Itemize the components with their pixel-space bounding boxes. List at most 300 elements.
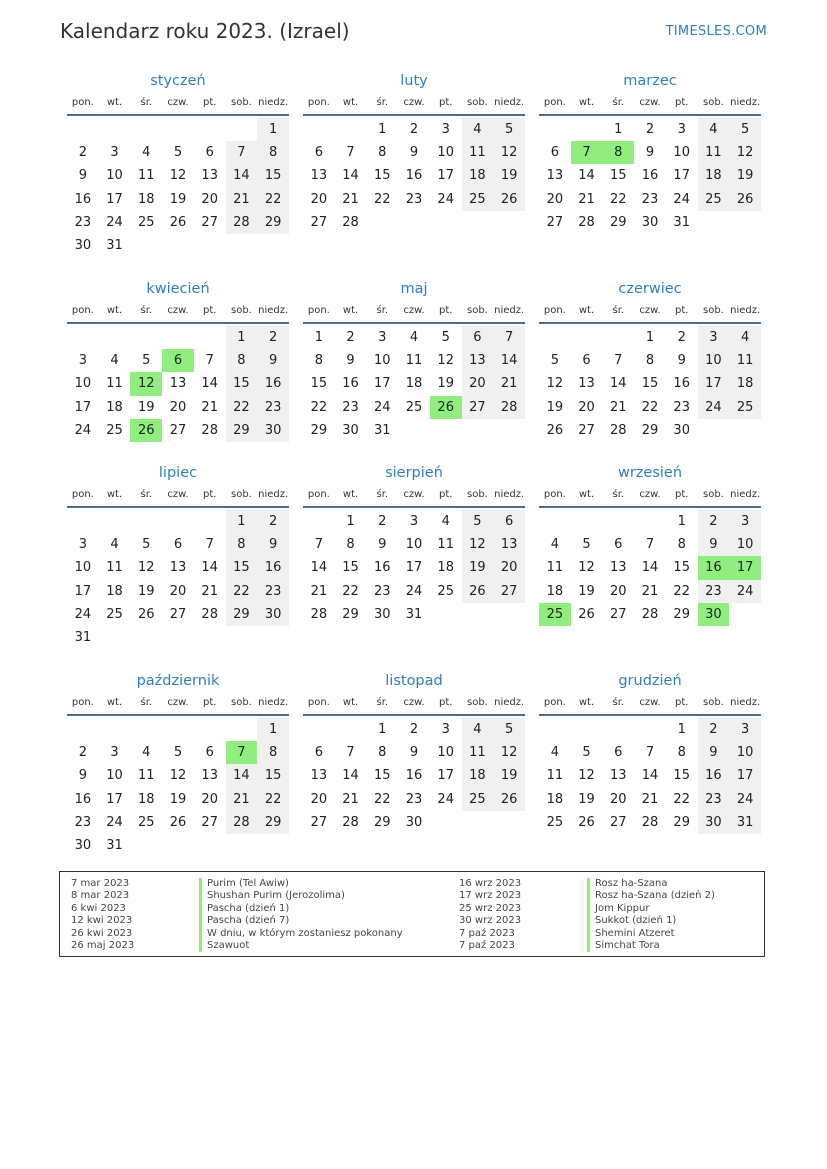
- day-cell: 9: [677, 353, 686, 369]
- day-cell: 26: [578, 606, 595, 622]
- day-cell: 12: [462, 533, 494, 556]
- day-cell: 13: [610, 560, 627, 576]
- weeks: [303, 118, 525, 234]
- day-cell: 9: [257, 349, 289, 372]
- holiday-date: 30 wrz 2023: [459, 915, 522, 927]
- day-cell: 4: [110, 537, 119, 553]
- weeks: [539, 510, 761, 626]
- day-cell: 25: [106, 606, 123, 622]
- day-cell: 5: [582, 745, 591, 761]
- day-cell: 27: [310, 214, 328, 230]
- week-row: [67, 533, 289, 556]
- weekday-header: [67, 692, 289, 716]
- day-cell: 29: [641, 422, 659, 438]
- holiday-name: Simchat Tora: [587, 940, 660, 952]
- day-cell: 13: [610, 768, 627, 784]
- day-cell: 15: [610, 168, 627, 184]
- day-cell: 21: [226, 788, 258, 811]
- day-cell: 14: [493, 349, 525, 372]
- empty-day-cell: [462, 811, 494, 834]
- empty-day-cell: [194, 718, 226, 741]
- empty-day-cell: [303, 510, 335, 533]
- day-cell: 28: [201, 606, 218, 622]
- weekday-header: [303, 692, 525, 716]
- weekday-label: niedz.: [258, 305, 289, 316]
- empty-day-cell: [602, 718, 634, 741]
- weekday-label: sob.: [702, 97, 724, 108]
- day-cell: 29: [226, 603, 258, 626]
- day-cell: 8: [346, 537, 355, 553]
- weekday-header: [303, 484, 525, 508]
- empty-day-cell: [194, 234, 226, 257]
- weekday-label: pt.: [674, 97, 689, 108]
- weekday-label: pt.: [202, 97, 217, 108]
- day-cell: 5: [729, 118, 761, 141]
- weekday-label: śr.: [612, 489, 625, 500]
- day-cell: 18: [138, 791, 155, 807]
- day-cell: 27: [610, 814, 627, 830]
- legend-entry: [459, 903, 715, 915]
- empty-day-cell: [303, 718, 335, 741]
- weekday-label: pon.: [543, 305, 566, 316]
- holiday-date: 25 wrz 2023: [459, 902, 522, 914]
- day-cell: 5: [550, 353, 559, 369]
- week-row: [539, 764, 761, 787]
- day-cell: 12: [138, 560, 155, 576]
- day-cell: 19: [578, 791, 595, 807]
- weeks: [67, 118, 289, 257]
- week-row: [67, 556, 289, 579]
- week-row: [67, 118, 289, 141]
- day-cell: 7: [226, 741, 258, 764]
- day-cell: 23: [374, 583, 391, 599]
- week-row: [303, 811, 525, 834]
- day-cell: 8: [677, 537, 686, 553]
- weekday-label: śr.: [376, 305, 389, 316]
- empty-day-cell: [462, 419, 494, 442]
- day-cell: 20: [310, 791, 328, 807]
- weekday-label: sob.: [230, 97, 252, 108]
- weekday-label: śr.: [612, 697, 625, 708]
- month-name: marzec: [623, 73, 677, 89]
- day-cell: 24: [106, 814, 123, 830]
- day-cell: 26: [169, 814, 187, 830]
- day-cell: 14: [201, 376, 218, 392]
- empty-day-cell: [571, 510, 603, 533]
- month-name: sierpień: [385, 465, 443, 481]
- day-cell: 11: [462, 741, 494, 764]
- weekday-label: pon.: [71, 489, 94, 500]
- day-cell: 5: [441, 330, 450, 345]
- day-cell: 3: [110, 745, 119, 761]
- empty-day-cell: [194, 626, 226, 649]
- day-cell: 29: [342, 606, 359, 622]
- day-cell: 25: [138, 814, 155, 830]
- day-cell: 5: [462, 510, 494, 533]
- empty-day-cell: [539, 326, 571, 349]
- day-cell: 25: [462, 188, 494, 211]
- day-cell: 15: [226, 556, 258, 579]
- weekday-label: czw.: [167, 697, 189, 708]
- day-cell: 26: [578, 814, 595, 830]
- week-row: [67, 211, 289, 234]
- legend-entry: [71, 940, 403, 952]
- month-name: luty: [400, 73, 428, 89]
- week-row: [539, 188, 761, 211]
- day-cell: 14: [610, 376, 627, 392]
- month-name: grudzień: [618, 673, 682, 689]
- day-cell: 29: [257, 211, 289, 234]
- day-cell: 7: [205, 353, 214, 369]
- day-cell: 1: [677, 722, 686, 737]
- day-cell: 11: [138, 168, 155, 184]
- day-cell: 15: [374, 768, 391, 784]
- day-cell: 16: [673, 376, 690, 392]
- weekday-label: śr.: [140, 97, 153, 108]
- empty-day-cell: [130, 326, 162, 349]
- week-row: [539, 419, 761, 442]
- empty-day-cell: [226, 234, 258, 257]
- day-cell: 22: [257, 788, 289, 811]
- week-row: [539, 349, 761, 372]
- day-cell: 25: [405, 399, 423, 415]
- week-row: [539, 326, 761, 349]
- weekday-label: niedz.: [258, 97, 289, 108]
- day-cell: 4: [409, 330, 419, 345]
- weekday-label: śr.: [612, 97, 625, 108]
- day-cell: 13: [546, 168, 564, 184]
- holiday-name: Sukkot (dzień 1): [587, 915, 676, 927]
- weekday-label: pon.: [71, 305, 94, 316]
- day-cell: 12: [546, 376, 564, 392]
- week-row: [67, 741, 289, 764]
- day-cell: 23: [405, 191, 423, 207]
- day-cell: 6: [550, 145, 559, 161]
- day-cell: 7: [205, 537, 214, 553]
- empty-day-cell: [67, 718, 99, 741]
- day-cell: 8: [677, 745, 686, 761]
- empty-day-cell: [257, 834, 289, 857]
- day-cell: 8: [378, 745, 387, 761]
- day-cell: 10: [405, 537, 423, 553]
- week-row: [67, 396, 289, 419]
- month-name: październik: [136, 673, 220, 689]
- empty-day-cell: [430, 603, 462, 626]
- holiday-name: Rosz ha-Szana (dzień 2): [587, 890, 715, 902]
- day-cell: 2: [677, 330, 686, 345]
- day-cell: 23: [342, 399, 359, 415]
- day-cell: 6: [162, 349, 194, 372]
- weekday-header: [303, 300, 525, 324]
- day-cell: 7: [645, 745, 655, 761]
- weekday-label: śr.: [612, 305, 625, 316]
- day-cell: 11: [106, 560, 123, 576]
- week-row: [539, 396, 761, 419]
- weekday-label: czw.: [639, 97, 661, 108]
- day-cell: 17: [729, 764, 761, 787]
- day-cell: 21: [641, 583, 659, 599]
- month-calendar: [67, 278, 289, 462]
- empty-day-cell: [130, 234, 162, 257]
- day-cell: 16: [641, 168, 659, 184]
- day-cell: 27: [169, 606, 187, 622]
- day-cell: 19: [493, 164, 525, 187]
- day-cell: 25: [462, 788, 494, 811]
- holiday-date: 17 wrz 2023: [459, 890, 522, 902]
- day-cell: 9: [409, 745, 419, 761]
- day-cell: 28: [493, 396, 525, 419]
- week-row: [67, 834, 289, 857]
- month-name: listopad: [385, 673, 443, 689]
- week-row: [539, 603, 761, 626]
- weeks: [303, 718, 525, 834]
- weekday-label: wt.: [106, 489, 123, 500]
- day-cell: 24: [437, 791, 454, 807]
- day-cell: 28: [310, 606, 328, 622]
- day-cell: 29: [673, 606, 690, 622]
- day-cell: 30: [673, 422, 690, 438]
- weekday-label: czw.: [167, 489, 189, 500]
- weekday-label: sob.: [466, 697, 488, 708]
- day-cell: 7: [346, 745, 355, 761]
- day-cell: 5: [142, 537, 151, 553]
- weekday-header: [67, 484, 289, 508]
- day-cell: 30: [257, 603, 289, 626]
- empty-day-cell: [729, 419, 761, 442]
- day-cell: 4: [441, 514, 450, 529]
- day-cell: 4: [462, 118, 494, 141]
- day-cell: 22: [342, 583, 359, 599]
- week-row: [539, 510, 761, 533]
- empty-day-cell: [539, 718, 571, 741]
- day-cell: 4: [142, 745, 151, 761]
- empty-day-cell: [335, 118, 367, 141]
- day-cell: 7: [493, 326, 525, 349]
- day-cell: 11: [546, 560, 564, 576]
- empty-day-cell: [493, 419, 525, 442]
- day-cell: 25: [698, 188, 730, 211]
- day-cell: 5: [493, 718, 525, 741]
- day-cell: 24: [729, 788, 761, 811]
- week-row: [539, 164, 761, 187]
- day-cell: 17: [698, 372, 730, 395]
- legend-entry: [71, 903, 403, 915]
- day-cell: 17: [437, 168, 454, 184]
- day-cell: 14: [641, 768, 659, 784]
- day-cell: 11: [546, 768, 564, 784]
- day-cell: 8: [602, 141, 634, 164]
- day-cell: 20: [201, 791, 218, 807]
- week-row: [303, 419, 525, 442]
- holiday-date: 16 wrz 2023: [459, 878, 522, 889]
- day-cell: 8: [226, 349, 258, 372]
- week-row: [303, 510, 525, 533]
- day-cell: 31: [673, 214, 690, 230]
- week-row: [67, 164, 289, 187]
- week-row: [303, 603, 525, 626]
- day-cell: 5: [493, 118, 525, 141]
- day-cell: 7: [614, 353, 623, 369]
- week-row: [303, 788, 525, 811]
- week-row: [303, 349, 525, 372]
- day-cell: 26: [130, 419, 162, 442]
- weekday-label: niedz.: [730, 305, 761, 316]
- day-cell: 14: [226, 764, 258, 787]
- holiday-name: Purim (Tel Awiw): [199, 878, 289, 890]
- day-cell: 20: [201, 191, 218, 207]
- day-cell: 11: [698, 141, 730, 164]
- day-cell: 10: [374, 353, 391, 369]
- weekday-label: czw.: [167, 305, 189, 316]
- day-cell: 1: [314, 330, 323, 345]
- week-row: [67, 234, 289, 257]
- day-cell: 10: [106, 768, 123, 784]
- day-cell: 9: [346, 353, 355, 369]
- weekday-label: wt.: [106, 305, 123, 316]
- legend-column-left: [71, 878, 403, 952]
- day-cell: 1: [378, 722, 387, 737]
- day-cell: 11: [437, 537, 454, 553]
- day-cell: 15: [342, 560, 359, 576]
- weekday-label: sob.: [466, 97, 488, 108]
- day-cell: 7: [571, 141, 603, 164]
- weekday-label: wt.: [342, 489, 359, 500]
- day-cell: 9: [698, 533, 730, 556]
- day-cell: 1: [614, 122, 623, 137]
- day-cell: 8: [378, 145, 387, 161]
- day-cell: 9: [409, 145, 419, 161]
- weekday-label: niedz.: [730, 697, 761, 708]
- week-row: [303, 188, 525, 211]
- weekday-label: pon.: [71, 97, 94, 108]
- empty-day-cell: [162, 834, 194, 857]
- week-row: [539, 533, 761, 556]
- day-cell: 29: [310, 422, 328, 438]
- day-cell: 22: [226, 580, 258, 603]
- day-cell: 27: [310, 814, 328, 830]
- day-cell: 26: [546, 422, 564, 438]
- holiday-name: Rosz ha-Szana: [587, 878, 668, 890]
- weekday-label: pon.: [307, 97, 330, 108]
- holiday-name: Shushan Purim (Jerozolima): [199, 890, 345, 902]
- day-cell: 20: [578, 399, 595, 415]
- month-name: wrzesień: [617, 465, 683, 481]
- weekday-header: [539, 300, 761, 324]
- weekday-label: sob.: [466, 489, 488, 500]
- day-cell: 12: [729, 141, 761, 164]
- day-cell: 13: [578, 376, 595, 392]
- week-row: [67, 349, 289, 372]
- weekday-label: czw.: [639, 489, 661, 500]
- weekday-label: pt.: [674, 697, 689, 708]
- day-cell: 2: [378, 514, 387, 529]
- day-cell: 14: [641, 560, 659, 576]
- day-cell: 12: [493, 141, 525, 164]
- weekday-label: pon.: [307, 489, 330, 500]
- legend-entry: [459, 915, 715, 927]
- day-cell: 24: [106, 214, 123, 230]
- day-cell: 6: [205, 145, 214, 161]
- empty-day-cell: [67, 326, 99, 349]
- legend-entry: [71, 890, 403, 902]
- empty-day-cell: [99, 118, 131, 141]
- week-row: [303, 118, 525, 141]
- day-cell: 22: [610, 191, 627, 207]
- empty-day-cell: [634, 718, 666, 741]
- day-cell: 18: [138, 191, 155, 207]
- day-cell: 15: [310, 376, 328, 392]
- week-row: [303, 718, 525, 741]
- day-cell: 2: [257, 510, 289, 533]
- week-row: [303, 396, 525, 419]
- day-cell: 6: [173, 537, 183, 553]
- week-row: [539, 211, 761, 234]
- day-cell: 24: [673, 191, 690, 207]
- week-row: [539, 718, 761, 741]
- day-cell: 2: [409, 722, 419, 737]
- day-cell: 4: [110, 353, 119, 369]
- weeks: [67, 718, 289, 857]
- day-cell: 26: [430, 396, 462, 419]
- month-name: kwiecień: [146, 281, 210, 297]
- empty-day-cell: [366, 211, 398, 234]
- day-cell: 23: [257, 580, 289, 603]
- empty-day-cell: [398, 419, 430, 442]
- weekday-label: pt.: [674, 305, 689, 316]
- empty-day-cell: [539, 118, 571, 141]
- brand-link[interactable]: TIMESLES.COM: [665, 24, 767, 39]
- weekday-label: pt.: [438, 305, 453, 316]
- day-cell: 2: [409, 122, 419, 137]
- month-calendar: [303, 278, 525, 462]
- day-cell: 27: [462, 396, 494, 419]
- day-cell: 13: [169, 560, 187, 576]
- day-cell: 23: [698, 788, 730, 811]
- week-row: [303, 533, 525, 556]
- day-cell: 2: [346, 330, 355, 345]
- holiday-name: W dniu, w którym zostaniesz pokonany: [199, 928, 403, 940]
- day-cell: 1: [677, 514, 686, 529]
- weekday-label: sob.: [230, 697, 252, 708]
- weekday-label: sob.: [466, 305, 488, 316]
- day-cell: 13: [169, 376, 187, 392]
- day-cell: 17: [405, 560, 423, 576]
- day-cell: 31: [405, 606, 423, 622]
- empty-day-cell: [162, 718, 194, 741]
- empty-day-cell: [634, 510, 666, 533]
- day-cell: 13: [310, 168, 328, 184]
- day-cell: 16: [342, 376, 359, 392]
- week-row: [539, 788, 761, 811]
- empty-day-cell: [194, 510, 226, 533]
- day-cell: 22: [226, 396, 258, 419]
- day-cell: 16: [405, 168, 423, 184]
- day-cell: 10: [698, 349, 730, 372]
- day-cell: 30: [74, 237, 92, 253]
- empty-day-cell: [99, 718, 131, 741]
- legend-column-right: [459, 878, 715, 952]
- day-cell: 27: [610, 606, 627, 622]
- weekday-label: wt.: [578, 97, 595, 108]
- day-cell: 13: [462, 349, 494, 372]
- weekday-label: śr.: [376, 97, 389, 108]
- day-cell: 10: [106, 168, 123, 184]
- day-cell: 24: [698, 396, 730, 419]
- day-cell: 15: [226, 372, 258, 395]
- day-cell: 28: [226, 211, 258, 234]
- day-cell: 11: [729, 349, 761, 372]
- day-cell: 31: [374, 422, 391, 438]
